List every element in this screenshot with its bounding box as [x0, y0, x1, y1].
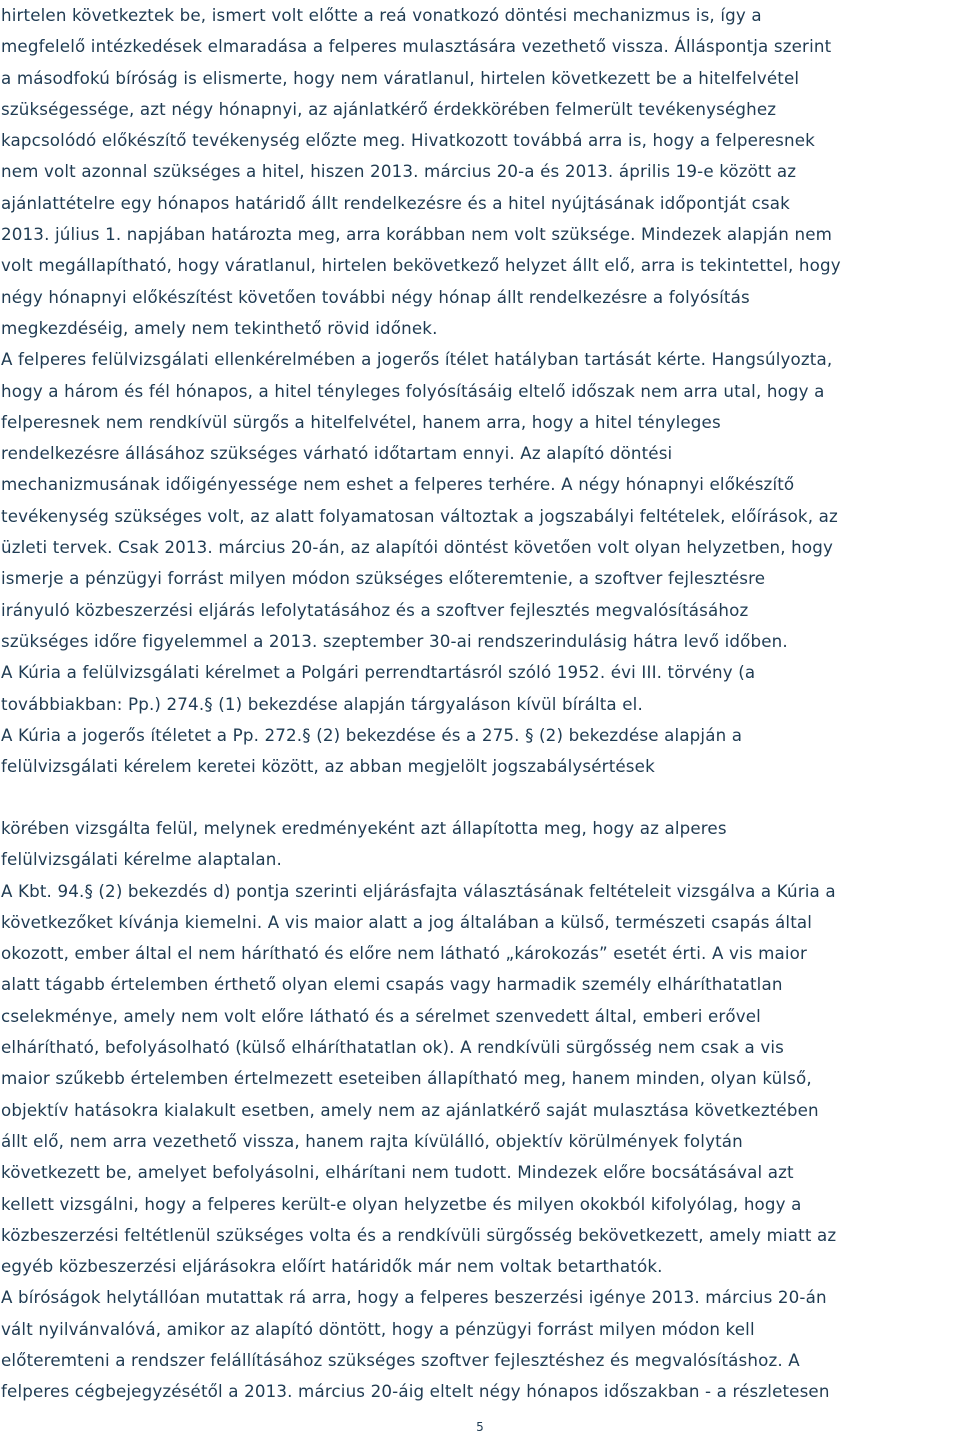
text-line: A Kbt. 94.§ (2) bekezdés d) pontja szerinti eljárásfajta választásának feltételeit vizsgálva a Kúria a	[1, 880, 836, 901]
text-line: megfelelő intézkedések elmaradása a felperes mulasztására vezethető vissza. Álláspontja szerint	[1, 36, 832, 57]
text-line: irányuló közbeszerzési eljárás lefolytatásához és a szoftver fejlesztés megvalósításához	[1, 599, 749, 620]
text-line: okozott, ember által el nem hárítható és előre nem látható „károkozás” esetét érti. A vis maior	[1, 943, 808, 964]
text-line: következőket kívánja kiemelni. A vis maior alatt a jog általában a külső, természeti csapás által	[1, 911, 813, 932]
text-block-lower	[1, 813, 957, 1408]
text-line: cselekménye, amely nem volt előre látható és a sérelmet szenvedett által, emberi erővel	[1, 1005, 761, 1026]
text-line: kellett vizsgálni, hogy a felperes került-e olyan helyzetbe és milyen okokból kifolyólag, hogy a	[1, 1193, 802, 1214]
text-line: üzleti tervek. Csak 2013. március 20-án, az alapítói döntést követően volt olyan helyzetben, hogy	[1, 537, 833, 558]
page-number: 5	[476, 1420, 484, 1434]
text-line: A Kúria a jogerős ítéletet a Pp. 272.§ (2) bekezdése és a 275. § (2) bekezdése alapján a	[1, 724, 743, 745]
text-line: ismerje a pénzügyi forrást milyen módon szükséges előteremtenie, a szoftver fejlesztésre	[1, 568, 766, 589]
text-line: nem volt azonnal szükséges a hitel, hiszen 2013. március 20-a és 2013. április 19-e között az	[1, 161, 797, 182]
text-line: elhárítható, befolyásolható (külső elháríthatatlan ok). A rendkívüli sürgősség nem csak a vis	[1, 1037, 784, 1058]
text-line: tevékenység szükséges volt, az alatt folyamatosan változtak a jogszabályi feltételek, előírások, az	[1, 505, 838, 526]
text-line: objektív hatásokra kialakult esetben, amely nem az ajánlatkérő saját mulasztása következtében	[1, 1099, 819, 1120]
text-line: 2013. július 1. napjában határozta meg, arra korábban nem volt szüksége. Mindezek alapján nem	[1, 224, 833, 245]
text-line: felperesnek nem rendkívül sürgős a hitelfelvétel, hanem arra, hogy a hitel tényleges	[1, 411, 721, 432]
text-line: mechanizmusának időigényessége nem eshet a felperes terhére. A négy hónapnyi előkészítő	[1, 474, 795, 495]
text-line: maior szűkebb értelemben értelmezett eseteiben állapítható meg, hanem minden, olyan külső,	[1, 1068, 812, 1089]
text-line: következett be, amelyet befolyásolni, elhárítani nem tudott. Mindezek előre bocsátásával azt	[1, 1162, 794, 1183]
text-line: ajánlattételre egy hónapos határidő állt rendelkezésre és a hitel nyújtásának időpontját csak	[1, 192, 790, 213]
text-line: négy hónapnyi előkészítést követően további négy hónap állt rendelkezésre a folyósítás	[1, 286, 750, 307]
text-line: A Kúria a felülvizsgálati kérelmet a Polgári perrendtartásról szóló 1952. évi III. törvény (a	[1, 662, 756, 683]
text-line: hirtelen következtek be, ismert volt előtte a reá vonatkozó döntési mechanizmus is, így a	[1, 5, 762, 25]
text-line: felperes cégbejegyzésétől a 2013. március 20-áig eltelt négy hónapos időszakban - a részletesen	[1, 1381, 830, 1402]
text-line: előteremteni a rendszer felállításához szükséges szoftver fejlesztéshez és megvalósításhoz. A	[1, 1350, 800, 1371]
text-line: volt megállapítható, hogy váratlanul, hirtelen bekövetkező helyzet állt elő, arra is tekintettel, hogy	[1, 255, 841, 276]
text-line: szükségessége, azt négy hónapnyi, az ajánlatkérő érdekkörében felmerült tevékenységhez	[1, 98, 777, 119]
text-line: A felperes felülvizsgálati ellenkérelmében a jogerős ítélet hatályban tartását kérte. Hangsúlyozta,	[1, 349, 833, 370]
text-line: alatt tágabb értelemben érthető olyan elemi csapás vagy harmadik személy elháríthatatlan	[1, 974, 783, 995]
text-line: a másodfokú bíróság is elismerte, hogy nem váratlanul, hirtelen következett be a hitelfelvétel	[1, 67, 800, 88]
text-line: szükséges időre figyelemmel a 2013. szeptember 30-ai rendszerindulásig hátra levő időben.	[1, 630, 788, 651]
text-line: felülvizsgálati kérelme alaptalan.	[1, 849, 282, 870]
text-line: állt elő, nem arra vezethető vissza, hanem rajta kívülálló, objektív körülmények folytán	[1, 1130, 743, 1151]
text-line: továbbiakban: Pp.) 274.§ (1) bekezdése alapján tárgyaláson kívül bírálta el.	[1, 693, 643, 714]
text-block-upper	[1, 0, 957, 782]
text-line: felülvizsgálati kérelem keretei között, az abban megjelölt jogszabálysértések	[1, 756, 655, 777]
text-line: hogy a három és fél hónapos, a hitel tényleges folyósításáig eltelő időszak nem arra utal, hogy a	[1, 380, 825, 401]
text-line: közbeszerzési feltétlenül szükséges volta és a rendkívüli sürgősség bekövetkezett, amely miatt az	[1, 1224, 837, 1245]
text-line: vált nyilvánvalóvá, amikor az alapító döntött, hogy a pénzügyi forrást milyen módon kell	[1, 1318, 755, 1339]
text-line: A bíróságok helytállóan mutattak rá arra, hogy a felperes beszerzési igénye 2013. március 20-án	[1, 1287, 827, 1308]
text-line: egyéb közbeszerzési eljárásokra előírt határidők már nem voltak betarthatók.	[1, 1256, 663, 1277]
text-line: körében vizsgálta felül, melynek eredményeként azt állapította meg, hogy az alperes	[1, 818, 727, 838]
text-line: rendelkezésre állásához szükséges várható időtartam ennyi. Az alapító döntési	[1, 443, 673, 464]
text-line: megkezdéséig, amely nem tekinthető rövid időnek.	[1, 317, 438, 338]
text-line: kapcsolódó előkészítő tevékenység előzte meg. Hivatkozott továbbá arra is, hogy a felperesnek	[1, 130, 815, 151]
